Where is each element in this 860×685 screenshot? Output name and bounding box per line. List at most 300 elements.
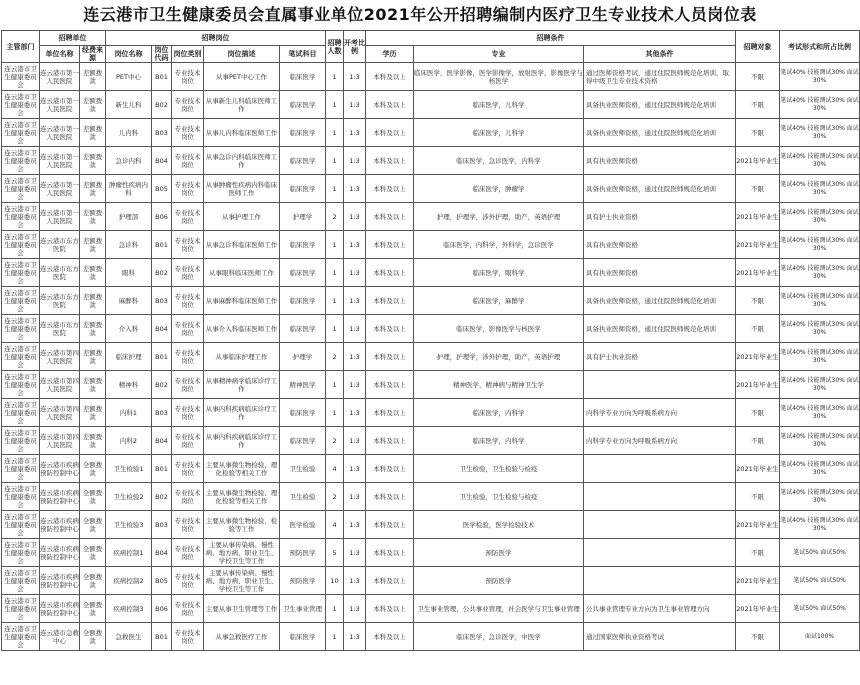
fund-cell: 差额拨款 xyxy=(80,91,106,119)
other-cell: 内科学专业方向为呼吸系病方向 xyxy=(584,427,736,455)
post-code-cell: B01 xyxy=(152,231,172,259)
dept-cell: 连云港市卫生健康委员会 xyxy=(2,371,40,399)
subject-cell: 临床医学 xyxy=(280,91,326,119)
post-type-cell: 专业技术岗位 xyxy=(172,147,204,175)
weight-cell: 笔试40% 技能测试30% 面试30% xyxy=(780,399,860,427)
count-cell: 4 xyxy=(326,455,344,483)
unit-cell: 连云港市东方医院 xyxy=(40,231,80,259)
post-type-cell: 专业技术岗位 xyxy=(172,427,204,455)
header-count: 招聘人数 xyxy=(326,31,344,63)
fund-cell: 差额拨款 xyxy=(80,175,106,203)
target-cell: 不限 xyxy=(736,63,780,91)
target-cell: 2021年毕业生 xyxy=(736,147,780,175)
header-row-columns xyxy=(2,46,860,63)
subject-cell: 护理学 xyxy=(280,343,326,371)
target-cell: 不限 xyxy=(736,427,780,455)
weight-cell: 笔试40% 技能测试30% 面试30% xyxy=(780,371,860,399)
post-name-cell: 介入科 xyxy=(106,315,152,343)
unit-cell: 连云港市东方医院 xyxy=(40,259,80,287)
post-type-cell: 专业技术岗位 xyxy=(172,203,204,231)
header-group-condition: 招聘条件 xyxy=(366,31,736,46)
weight-cell: 笔试50% 面试50% xyxy=(780,567,860,595)
other-cell xyxy=(584,567,736,595)
count-cell: 1 xyxy=(326,623,344,651)
weight-cell: 笔试40% 技能测试30% 面试30% xyxy=(780,427,860,455)
other-cell: 具备执业医师资格，通过住院医师规范化培训 xyxy=(584,315,736,343)
post-code-cell: B02 xyxy=(152,259,172,287)
education-cell: 本科及以上 xyxy=(366,455,414,483)
target-cell: 不限 xyxy=(736,91,780,119)
unit-cell: 连云港市疾病预防控制中心 xyxy=(40,483,80,511)
post-name-cell: 肿瘤性疾病内科 xyxy=(106,175,152,203)
target-cell: 2021年毕业生 xyxy=(736,259,780,287)
unit-cell: 连云港市第四人民医院 xyxy=(40,399,80,427)
fund-cell: 差额拨款 xyxy=(80,399,106,427)
post-desc-cell: 从事介入科临床医师工作 xyxy=(204,315,280,343)
other-cell: 具备执业医师资格，通过住院医师规范化培训 xyxy=(584,119,736,147)
post-desc-cell: 从事新生儿科临床医师工作 xyxy=(204,91,280,119)
table-row xyxy=(2,595,860,623)
header-target: 招聘对象 xyxy=(736,31,780,63)
ratio-cell: 1:3 xyxy=(344,287,366,315)
subject-cell: 临床医学 xyxy=(280,63,326,91)
post-desc-cell: 主要从事微生物检验、理化检验等相关工作 xyxy=(204,483,280,511)
post-desc-cell: 主要从事传染病、慢性病、地方病、职业卫生、学校卫生等工作 xyxy=(204,539,280,567)
table-row xyxy=(2,343,860,371)
dept-cell: 连云港市卫生健康委员会 xyxy=(2,567,40,595)
major-cell: 临床医学，影像医学与核医学 xyxy=(414,315,584,343)
post-type-cell: 专业技术岗位 xyxy=(172,315,204,343)
other-cell: 具有护士执业资格 xyxy=(584,203,736,231)
weight-cell: 笔试40% 技能测试30% 面试30% xyxy=(780,63,860,91)
post-code-cell: B05 xyxy=(152,567,172,595)
weight-cell: 笔试40% 技能测试30% 面试30% xyxy=(780,287,860,315)
major-cell: 卫生事业管理，公共事业管理，社会医学与卫生事业管理 xyxy=(414,595,584,623)
post-desc-cell: 从事精神病学临床诊疗工作 xyxy=(204,371,280,399)
unit-cell: 连云港市急救中心 xyxy=(40,623,80,651)
fund-cell: 差额拨款 xyxy=(80,287,106,315)
post-desc-cell: 从事内科疾病临床诊疗工作 xyxy=(204,399,280,427)
post-code-cell: B03 xyxy=(152,399,172,427)
major-cell: 临床医学，内科学，外科学，急诊医学 xyxy=(414,231,584,259)
post-name-cell: 疾病控制3 xyxy=(106,595,152,623)
major-cell: 预防医学 xyxy=(414,539,584,567)
table-row xyxy=(2,567,860,595)
ratio-cell: 1:3 xyxy=(344,399,366,427)
dept-cell: 连云港市卫生健康委员会 xyxy=(2,119,40,147)
post-name-cell: 卫生检验3 xyxy=(106,511,152,539)
education-cell: 本科及以上 xyxy=(366,623,414,651)
weight-cell: 笔试40% 技能测试30% 面试30% xyxy=(780,203,860,231)
weight-cell: 笔试40% 技能测试30% 面试30% xyxy=(780,147,860,175)
dept-cell: 连云港市卫生健康委员会 xyxy=(2,91,40,119)
post-code-cell: B03 xyxy=(152,287,172,315)
target-cell: 2021年毕业生 xyxy=(736,511,780,539)
other-cell: 具备执业医师资格，通过住院医师规范化培训 xyxy=(584,91,736,119)
unit-cell: 连云港市第四人民医院 xyxy=(40,343,80,371)
fund-cell: 全额拨款 xyxy=(80,511,106,539)
post-code-cell: B04 xyxy=(152,147,172,175)
unit-cell: 连云港市疾病预防控制中心 xyxy=(40,511,80,539)
fund-cell: 差额拨款 xyxy=(80,231,106,259)
ratio-cell: 1:3 xyxy=(344,119,366,147)
ratio-cell: 1:3 xyxy=(344,427,366,455)
post-type-cell: 专业技术岗位 xyxy=(172,455,204,483)
target-cell: 不限 xyxy=(736,119,780,147)
fund-cell: 差额拨款 xyxy=(80,147,106,175)
unit-cell: 连云港市第四人民医院 xyxy=(40,371,80,399)
education-cell: 本科及以上 xyxy=(366,287,414,315)
count-cell: 2 xyxy=(326,427,344,455)
education-cell: 本科及以上 xyxy=(366,427,414,455)
post-type-cell: 专业技术岗位 xyxy=(172,511,204,539)
major-cell: 临床医学，麻醉学 xyxy=(414,287,584,315)
post-code-cell: B04 xyxy=(152,427,172,455)
education-cell: 本科及以上 xyxy=(366,175,414,203)
ratio-cell: 1:3 xyxy=(344,63,366,91)
subject-cell: 卫生检验 xyxy=(280,483,326,511)
ratio-cell: 1:3 xyxy=(344,567,366,595)
weight-cell: 笔试40% 技能测试30% 面试30% xyxy=(780,175,860,203)
count-cell: 1 xyxy=(326,595,344,623)
weight-cell: 笔试40% 技能测试30% 面试30% xyxy=(780,119,860,147)
table-row xyxy=(2,511,860,539)
education-cell: 本科及以上 xyxy=(366,119,414,147)
ratio-cell: 1:3 xyxy=(344,511,366,539)
weight-cell: 笔试40% 技能测试30% 面试30% xyxy=(780,483,860,511)
weight-cell: 笔试40% 技能测试30% 面试30% xyxy=(780,455,860,483)
target-cell: 不限 xyxy=(736,623,780,651)
count-cell: 10 xyxy=(326,567,344,595)
education-cell: 本科及以上 xyxy=(366,483,414,511)
education-cell: 本科及以上 xyxy=(366,343,414,371)
post-desc-cell: 主要从事卫生管理等工作 xyxy=(204,595,280,623)
post-type-cell: 专业技术岗位 xyxy=(172,119,204,147)
ratio-cell: 1:3 xyxy=(344,175,366,203)
unit-cell: 连云港市第一人民医院 xyxy=(40,63,80,91)
table-body xyxy=(2,63,860,651)
unit-cell: 连云港市第一人民医院 xyxy=(40,119,80,147)
fund-cell: 全额拨款 xyxy=(80,483,106,511)
post-desc-cell: 从事麻醉科临床医师工作 xyxy=(204,287,280,315)
count-cell: 2 xyxy=(326,483,344,511)
post-type-cell: 专业技术岗位 xyxy=(172,287,204,315)
target-cell: 不限 xyxy=(736,315,780,343)
fund-cell: 差额拨款 xyxy=(80,63,106,91)
subject-cell: 临床医学 xyxy=(280,287,326,315)
fund-cell: 差额拨款 xyxy=(80,203,106,231)
ratio-cell: 1:3 xyxy=(344,623,366,651)
major-cell: 临床医学，眼科学 xyxy=(414,259,584,287)
post-type-cell: 专业技术岗位 xyxy=(172,231,204,259)
post-name-cell: 内科2 xyxy=(106,427,152,455)
count-cell: 1 xyxy=(326,175,344,203)
header-group-unit: 招聘单位 xyxy=(40,31,106,46)
post-name-cell: 卫生检验2 xyxy=(106,483,152,511)
unit-cell: 连云港市第四人民医院 xyxy=(40,427,80,455)
target-cell: 2021年毕业生 xyxy=(736,203,780,231)
weight-cell: 面试100% xyxy=(780,623,860,651)
post-name-cell: 儿内科 xyxy=(106,119,152,147)
target-cell: 不限 xyxy=(736,175,780,203)
target-cell: 2021年毕业生 xyxy=(736,567,780,595)
table-row xyxy=(2,203,860,231)
dept-cell: 连云港市卫生健康委员会 xyxy=(2,623,40,651)
ratio-cell: 1:3 xyxy=(344,91,366,119)
table-row xyxy=(2,427,860,455)
post-name-cell: 精神科 xyxy=(106,371,152,399)
ratio-cell: 1:3 xyxy=(344,259,366,287)
education-cell: 本科及以上 xyxy=(366,595,414,623)
other-cell xyxy=(584,483,736,511)
post-name-cell: 急诊内科 xyxy=(106,147,152,175)
post-name-cell: 疾病控制1 xyxy=(106,539,152,567)
weight-cell: 笔试50% 面试50% xyxy=(780,595,860,623)
dept-cell: 连云港市卫生健康委员会 xyxy=(2,399,40,427)
target-cell: 2021年毕业生 xyxy=(736,595,780,623)
dept-cell: 连云港市卫生健康委员会 xyxy=(2,147,40,175)
dept-cell: 连云港市卫生健康委员会 xyxy=(2,427,40,455)
dept-cell: 连云港市卫生健康委员会 xyxy=(2,483,40,511)
table-row xyxy=(2,259,860,287)
header-group-post: 招聘岗位 xyxy=(106,31,326,46)
post-name-cell: 卫生检验1 xyxy=(106,455,152,483)
subject-cell: 临床医学 xyxy=(280,147,326,175)
education-cell: 本科及以上 xyxy=(366,63,414,91)
post-code-cell: B02 xyxy=(152,371,172,399)
dept-cell: 连云港市卫生健康委员会 xyxy=(2,539,40,567)
post-name-cell: 疾病控制2 xyxy=(106,567,152,595)
subject-cell: 精神医学 xyxy=(280,371,326,399)
header-subject: 笔试科目 xyxy=(280,46,326,63)
count-cell: 5 xyxy=(326,539,344,567)
ratio-cell: 1:3 xyxy=(344,147,366,175)
header-weight: 考试形式和所占比例 xyxy=(780,31,860,63)
table-row xyxy=(2,91,860,119)
major-cell: 临床医学，医学影像，医学影像学，放射医学，影像医学与核医学 xyxy=(414,63,584,91)
other-cell: 具备执业医师资格，通过住院医师规范化培训 xyxy=(584,287,736,315)
table-row xyxy=(2,119,860,147)
table-row xyxy=(2,175,860,203)
count-cell: 1 xyxy=(326,371,344,399)
count-cell: 4 xyxy=(326,511,344,539)
subject-cell: 医学检验 xyxy=(280,511,326,539)
header-ratio: 开考比例 xyxy=(344,31,366,63)
post-type-cell: 专业技术岗位 xyxy=(172,91,204,119)
dept-cell: 连云港市卫生健康委员会 xyxy=(2,343,40,371)
weight-cell: 笔试40% 技能测试30% 面试30% xyxy=(780,91,860,119)
subject-cell: 临床医学 xyxy=(280,175,326,203)
other-cell xyxy=(584,455,736,483)
fund-cell: 差额拨款 xyxy=(80,343,106,371)
unit-cell: 连云港市疾病预防控制中心 xyxy=(40,595,80,623)
post-name-cell: 护理部 xyxy=(106,203,152,231)
post-name-cell: 内科1 xyxy=(106,399,152,427)
post-desc-cell: 从事临床护理工作 xyxy=(204,343,280,371)
post-type-cell: 专业技术岗位 xyxy=(172,595,204,623)
post-desc-cell: 主要从事微生物检验、理化检验等相关工作 xyxy=(204,455,280,483)
unit-cell: 连云港市东方医院 xyxy=(40,315,80,343)
post-type-cell: 专业技术岗位 xyxy=(172,343,204,371)
dept-cell: 连云港市卫生健康委员会 xyxy=(2,595,40,623)
ratio-cell: 1:3 xyxy=(344,595,366,623)
post-type-cell: 专业技术岗位 xyxy=(172,63,204,91)
count-cell: 1 xyxy=(326,91,344,119)
table-row xyxy=(2,147,860,175)
post-type-cell: 专业技术岗位 xyxy=(172,567,204,595)
other-cell: 具有执业医师资格 xyxy=(584,231,736,259)
target-cell: 2021年毕业生 xyxy=(736,371,780,399)
post-desc-cell: 从事PET中心工作 xyxy=(204,63,280,91)
major-cell: 卫生检验，卫生检验与检疫 xyxy=(414,483,584,511)
target-cell: 2021年毕业生 xyxy=(736,231,780,259)
table-row xyxy=(2,399,860,427)
fund-cell: 差额拨款 xyxy=(80,119,106,147)
ratio-cell: 1:3 xyxy=(344,203,366,231)
unit-cell: 连云港市第一人民医院 xyxy=(40,175,80,203)
post-code-cell: B01 xyxy=(152,63,172,91)
post-type-cell: 专业技术岗位 xyxy=(172,371,204,399)
major-cell: 临床医学，儿科学 xyxy=(414,119,584,147)
subject-cell: 临床医学 xyxy=(280,623,326,651)
count-cell: 1 xyxy=(326,63,344,91)
post-desc-cell: 主要从事微生物检验、检验等工作 xyxy=(204,511,280,539)
target-cell: 不限 xyxy=(736,483,780,511)
unit-cell: 连云港市第一人民医院 xyxy=(40,147,80,175)
post-code-cell: B01 xyxy=(152,343,172,371)
table-row xyxy=(2,63,860,91)
other-cell xyxy=(584,511,736,539)
post-name-cell: 新生儿科 xyxy=(106,91,152,119)
post-name-cell: 麻醉科 xyxy=(106,287,152,315)
dept-cell: 连云港市卫生健康委员会 xyxy=(2,259,40,287)
header-unit-name: 单位名称 xyxy=(40,46,80,63)
job-table xyxy=(1,30,860,651)
fund-cell: 全额拨款 xyxy=(80,455,106,483)
ratio-cell: 1:3 xyxy=(344,539,366,567)
post-code-cell: B04 xyxy=(152,315,172,343)
post-code-cell: B01 xyxy=(152,623,172,651)
fund-cell: 差额拨款 xyxy=(80,427,106,455)
education-cell: 本科及以上 xyxy=(366,315,414,343)
header-post-code: 岗位代码 xyxy=(152,46,172,63)
major-cell: 医学检验，医学检验技术 xyxy=(414,511,584,539)
education-cell: 本科及以上 xyxy=(366,511,414,539)
weight-cell: 笔试40% 技能测试30% 面试30% xyxy=(780,259,860,287)
header-dept: 主管部门 xyxy=(2,31,40,63)
post-desc-cell: 从事急诊内科临床医师工作 xyxy=(204,147,280,175)
fund-cell: 全额拨款 xyxy=(80,623,106,651)
post-desc-cell: 主要从事传染病、慢性病、地方病、职业卫生、学校卫生等工作 xyxy=(204,567,280,595)
ratio-cell: 1:3 xyxy=(344,371,366,399)
post-code-cell: B06 xyxy=(152,595,172,623)
post-type-cell: 专业技术岗位 xyxy=(172,623,204,651)
major-cell: 护理，护理学，涉外护理，助产，英语护理 xyxy=(414,343,584,371)
count-cell: 2 xyxy=(326,203,344,231)
post-code-cell: B02 xyxy=(152,483,172,511)
header-other: 其他条件 xyxy=(584,46,736,63)
major-cell: 临床医学，急诊医学，中医学 xyxy=(414,623,584,651)
post-desc-cell: 从事肿瘤性疾病内科临床医师工作 xyxy=(204,175,280,203)
unit-cell: 连云港市疾病预防控制中心 xyxy=(40,567,80,595)
header-fund: 经费来源 xyxy=(80,46,106,63)
subject-cell: 临床医学 xyxy=(280,427,326,455)
fund-cell: 全额拨款 xyxy=(80,595,106,623)
unit-cell: 连云港市东方医院 xyxy=(40,287,80,315)
table-row xyxy=(2,539,860,567)
dept-cell: 连云港市卫生健康委员会 xyxy=(2,231,40,259)
education-cell: 本科及以上 xyxy=(366,259,414,287)
post-type-cell: 专业技术岗位 xyxy=(172,539,204,567)
education-cell: 本科及以上 xyxy=(366,371,414,399)
count-cell: 1 xyxy=(326,119,344,147)
other-cell: 具备执业医师资格，通过住院医师规范化培训 xyxy=(584,175,736,203)
post-desc-cell: 从事急救医疗工作 xyxy=(204,623,280,651)
ratio-cell: 1:3 xyxy=(344,315,366,343)
other-cell: 内科学专业方向为呼吸系病方向 xyxy=(584,399,736,427)
count-cell: 1 xyxy=(326,231,344,259)
table-row xyxy=(2,371,860,399)
dept-cell: 连云港市卫生健康委员会 xyxy=(2,455,40,483)
other-cell: 具有执业医师资格 xyxy=(584,259,736,287)
weight-cell: 笔试40% 技能测试30% 面试30% xyxy=(780,343,860,371)
major-cell: 临床医学，内科学 xyxy=(414,427,584,455)
subject-cell: 临床医学 xyxy=(280,231,326,259)
target-cell: 2021年毕业生 xyxy=(736,343,780,371)
subject-cell: 临床医学 xyxy=(280,119,326,147)
dept-cell: 连云港市卫生健康委员会 xyxy=(2,511,40,539)
dept-cell: 连云港市卫生健康委员会 xyxy=(2,315,40,343)
target-cell: 不限 xyxy=(736,399,780,427)
unit-cell: 连云港市疾病预防控制中心 xyxy=(40,539,80,567)
subject-cell: 卫生检验 xyxy=(280,455,326,483)
other-cell xyxy=(584,539,736,567)
header-post-name: 岗位名称 xyxy=(106,46,152,63)
target-cell: 2021年毕业生 xyxy=(736,455,780,483)
table-row xyxy=(2,455,860,483)
education-cell: 本科及以上 xyxy=(366,539,414,567)
count-cell: 1 xyxy=(326,315,344,343)
subject-cell: 临床医学 xyxy=(280,315,326,343)
weight-cell: 笔试50% 面试50% xyxy=(780,539,860,567)
post-code-cell: B03 xyxy=(152,511,172,539)
post-code-cell: B04 xyxy=(152,539,172,567)
post-code-cell: B05 xyxy=(152,175,172,203)
target-cell: 不限 xyxy=(736,539,780,567)
post-name-cell: 急救医生 xyxy=(106,623,152,651)
post-type-cell: 专业技术岗位 xyxy=(172,483,204,511)
count-cell: 1 xyxy=(326,399,344,427)
header-row-group xyxy=(2,31,860,46)
post-name-cell: 眼科 xyxy=(106,259,152,287)
other-cell: 通过医师资格考试，通过住院医师规范化培训，取得中级卫生专业技术资格 xyxy=(584,63,736,91)
education-cell: 本科及以上 xyxy=(366,567,414,595)
major-cell: 预防医学 xyxy=(414,567,584,595)
subject-cell: 预防医学 xyxy=(280,539,326,567)
major-cell: 临床医学，内科学 xyxy=(414,399,584,427)
post-type-cell: 专业技术岗位 xyxy=(172,399,204,427)
other-cell: 具有护士执业资格 xyxy=(584,343,736,371)
post-desc-cell: 从事急诊科临床医师工作 xyxy=(204,231,280,259)
other-cell xyxy=(584,371,736,399)
post-code-cell: B06 xyxy=(152,203,172,231)
subject-cell: 护理学 xyxy=(280,203,326,231)
education-cell: 本科及以上 xyxy=(366,91,414,119)
header-post-type: 岗位类别 xyxy=(172,46,204,63)
post-code-cell: B02 xyxy=(152,91,172,119)
table-row xyxy=(2,483,860,511)
header-post-desc: 岗位描述 xyxy=(204,46,280,63)
